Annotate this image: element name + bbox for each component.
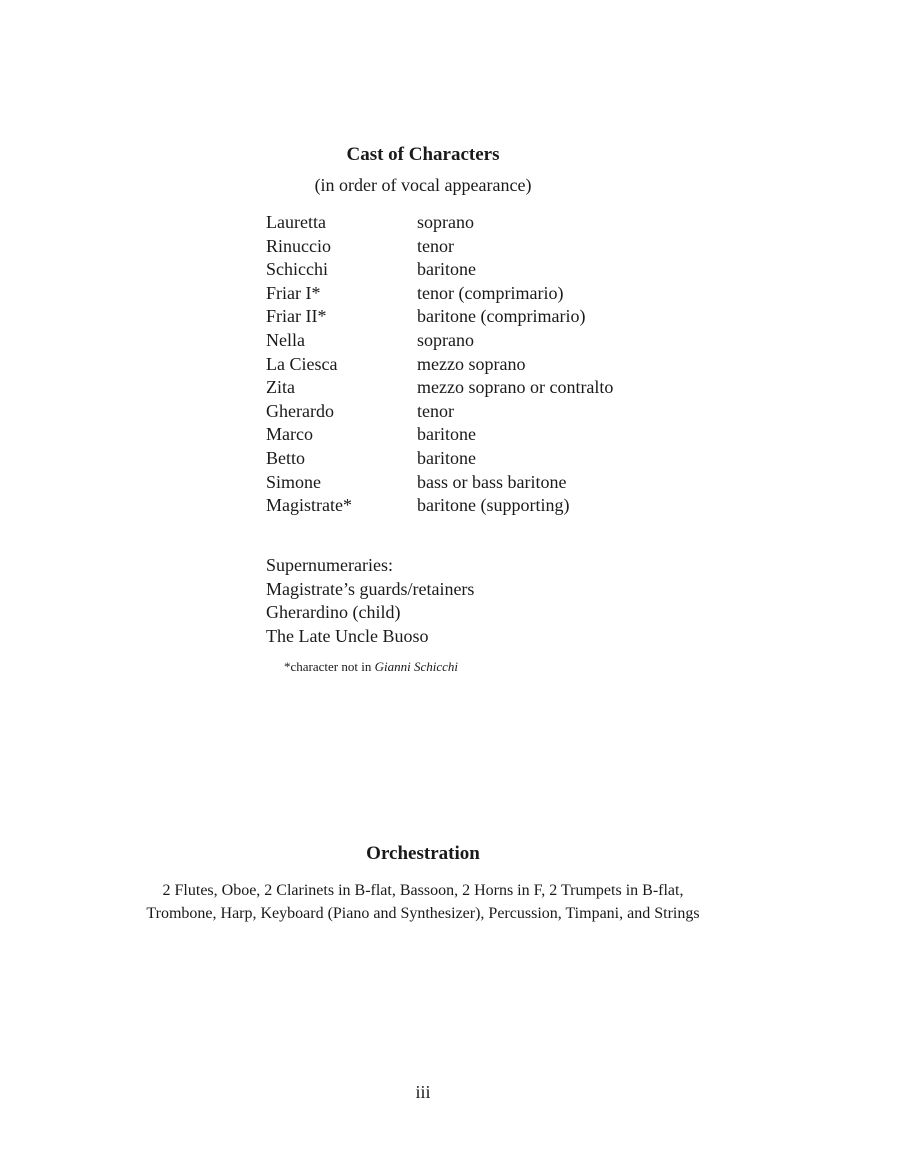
character-name: Nella (266, 329, 305, 350)
voice-type: soprano (417, 212, 474, 232)
cast-row (266, 329, 613, 353)
supernumerary-item: The Late Uncle Buoso (266, 625, 429, 646)
cast-list (266, 211, 613, 518)
cast-row (266, 235, 613, 259)
footnote (284, 659, 458, 675)
character-name: Gherardo (266, 400, 334, 421)
cast-row (266, 258, 613, 282)
footnote-work-title: Gianni Schicchi (374, 659, 458, 674)
character-name: Zita (266, 377, 295, 398)
supernumerary-item: Gherardino (child) (266, 602, 401, 623)
voice-type: baritone (supporting) (417, 495, 570, 516)
orchestration-title: Orchestration (366, 843, 480, 864)
supernumeraries (266, 554, 474, 648)
character-name: Friar I* (266, 282, 321, 303)
cast-row (266, 211, 613, 235)
supernumeraries-heading: Supernumeraries: (266, 555, 393, 575)
character-name: Betto (266, 447, 305, 468)
cast-subtitle: (in order of vocal appearance) (314, 175, 532, 195)
character-name: Schicchi (266, 259, 328, 280)
cast-row (266, 282, 613, 306)
character-name: Magistrate* (266, 495, 352, 516)
voice-type: tenor (comprimario) (417, 282, 564, 303)
cast-row (266, 400, 613, 424)
cast-row (266, 376, 613, 400)
character-name: La Ciesca (266, 353, 338, 374)
voice-type: mezzo soprano (417, 353, 526, 374)
cast-row (266, 471, 613, 495)
voice-type: baritone (417, 259, 476, 280)
orchestration-body (0, 879, 846, 925)
cast-row (266, 353, 613, 377)
character-name: Lauretta (266, 212, 326, 232)
character-name: Friar II* (266, 306, 327, 327)
cast-row (266, 494, 613, 518)
cast-row (266, 423, 613, 447)
cast-row (266, 447, 613, 471)
character-name: Rinuccio (266, 235, 331, 256)
voice-type: baritone (comprimario) (417, 306, 586, 327)
page-number: iii (415, 1082, 431, 1102)
supernumerary-item: Magistrate’s guards/retainers (266, 578, 475, 599)
orchestration-line: Trombone, Harp, Keyboard (Piano and Synthesizer), Percussion, Timpani, and Strings (146, 905, 700, 922)
voice-type: soprano (417, 329, 474, 350)
cast-title: Cast of Characters (346, 144, 500, 165)
cast-row (266, 305, 613, 329)
voice-type: mezzo soprano or contralto (417, 377, 614, 398)
voice-type: bass or bass baritone (417, 471, 567, 492)
voice-type: tenor (417, 235, 454, 256)
footnote-text: *character not in (284, 659, 375, 674)
voice-type: baritone (417, 447, 476, 468)
character-name: Simone (266, 471, 322, 492)
voice-type: baritone (417, 424, 476, 445)
character-name: Marco (266, 424, 313, 445)
voice-type: tenor (417, 400, 454, 421)
orchestration-line: 2 Flutes, Oboe, 2 Clarinets in B-flat, Bassoon, 2 Horns in F, 2 Trumpets in B-flat, (162, 882, 684, 899)
